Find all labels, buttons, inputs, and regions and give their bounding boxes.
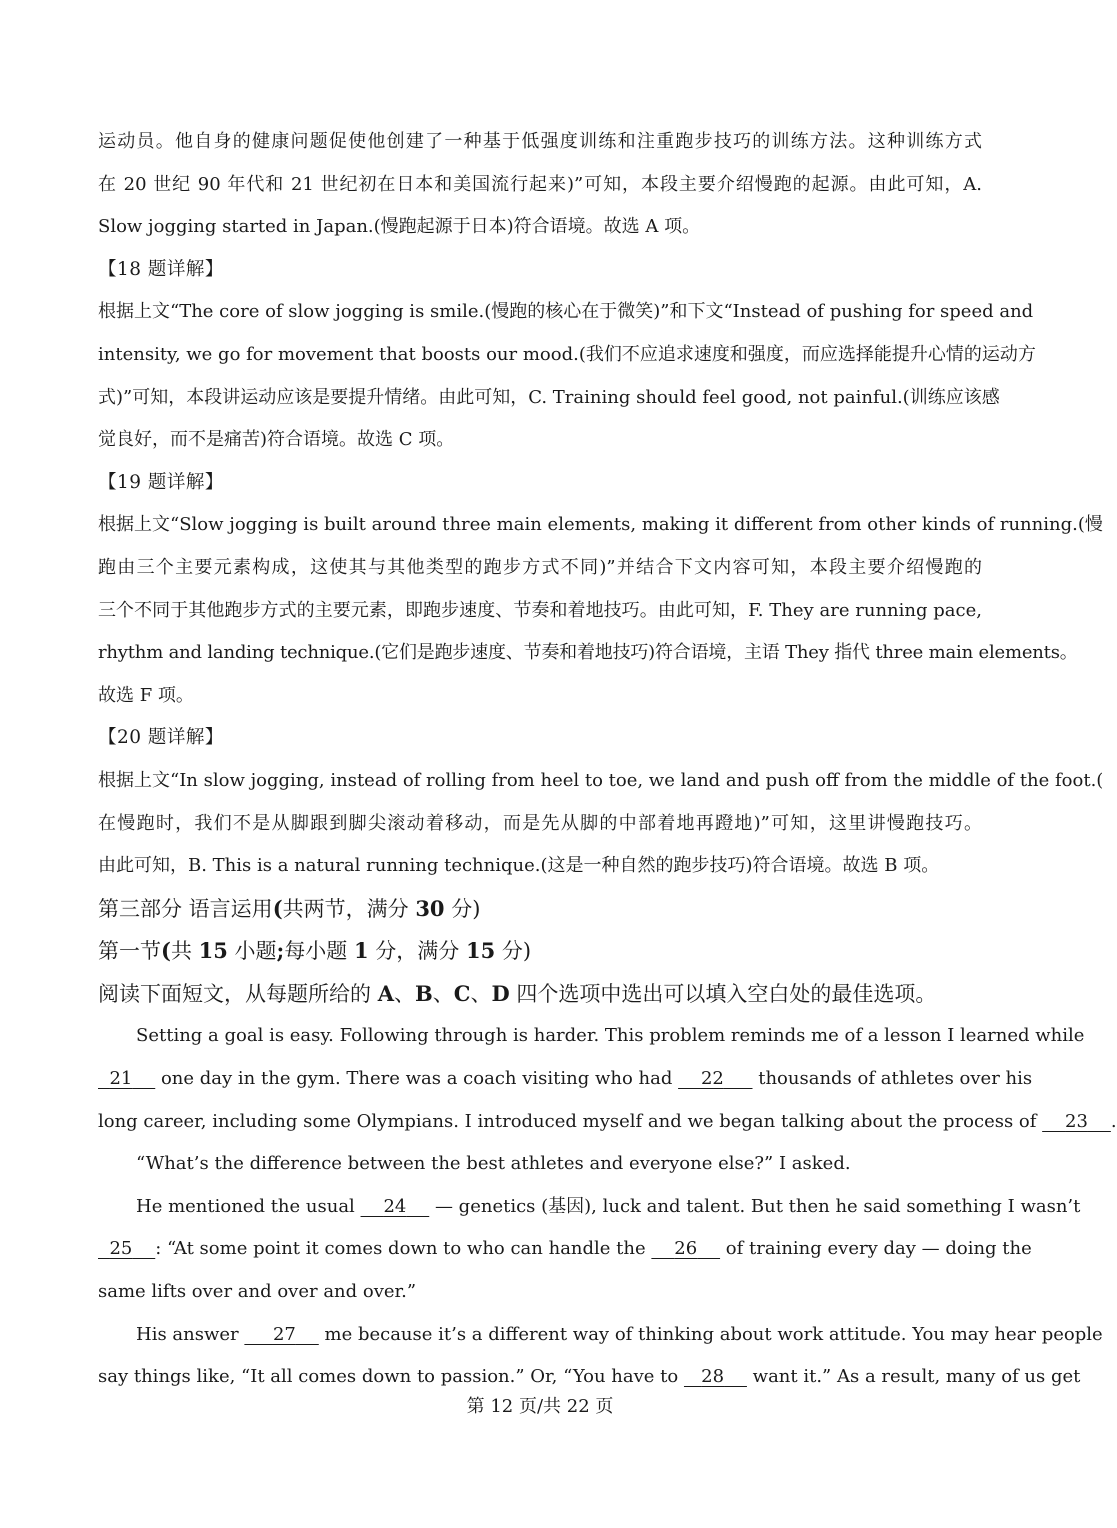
q19-line: 三个不同于其他跑步方式的主要元素，即跑步速度、节奏和着地技巧。由此可知，F. They are running pace, (98, 599, 982, 621)
explanation-line: 在 20 世纪 90 年代和 21 世纪初在日本和美国流行起来)”可知，本段主要介绍慢跑的起源。由此可知，A. (98, 173, 982, 195)
blank-26[interactable]: 26 (674, 1238, 698, 1260)
q18-line: 觉良好，而不是痛苦)符合语境。故选 C 项。 (98, 429, 455, 451)
explanation-line: 运动员。他自身的健康问题促使他创建了一种基于低强度训练和注重跑步技巧的训练方法。这种训练方式 (98, 131, 982, 152)
passage-line: His answer 27 me because it’s a different way of thinking about work attitude. You may hear people (98, 1314, 982, 1357)
q18-heading: 【18 题详解】 (98, 258, 224, 280)
q18-line: 式)”可知，本段讲运动应该是要提升情绪。由此可知，C. Training should feel good, not painful.(训练应该感 (98, 386, 1000, 408)
blank-24[interactable]: 24 (383, 1195, 407, 1217)
q18-line: intensity, we go for movement that boosts our mood.(我们不应追求速度和强度，而应选择能提升心情的运动方 (98, 343, 1036, 365)
part-heading: 第三部分 语言运用(共两节，满分 30 分) (98, 895, 481, 921)
blank-27[interactable]: 27 (272, 1323, 296, 1345)
q19-line: 故选 F 项。 (98, 684, 194, 706)
blank-22[interactable]: 22 (700, 1068, 724, 1090)
passage-line: same lifts over and over and over.” (98, 1281, 417, 1303)
passage-line: Setting a goal is easy. Following through is harder. This problem reminds me of a lesson I learned while (136, 1025, 1085, 1047)
passage-line: say things like, “It all comes down to passion.” Or, “You have to 28 want it.” As a result, many of us get (98, 1356, 982, 1399)
passage-line: He mentioned the usual 24 — genetics (基因), luck and talent. But then he said something I wasn’t (98, 1186, 982, 1229)
q19-line: 跑由三个主要元素构成，这使其与其他类型的跑步方式不同)”并结合下文内容可知，本段主要介绍慢跑的 (98, 556, 982, 578)
q20-line: 在慢跑时，我们不是从脚跟到脚尖滚动着移动，而是先从脚的中部着地再蹬地)”可知，这里讲慢跑技巧。 (98, 812, 982, 834)
section-heading: 第一节(共 15 小题;每小题 1 分，满分 15 分) (98, 938, 532, 964)
passage-line: 25 : “At some point it comes down to who can handle the 26 of training every day — doing the (98, 1228, 982, 1271)
blank-25[interactable]: 25 (109, 1238, 133, 1260)
document-page (98, 121, 1117, 1399)
q20-line: 由此可知，B. This is a natural running technique.(这是一种自然的跑步技巧)符合语境。故选 B 项。 (98, 855, 940, 877)
page-footer: 第 12 页/共 22 页 (466, 1396, 614, 1417)
passage-line: long career, including some Olympians. I introduced myself and we began talking about the process of 23 . (98, 1101, 982, 1144)
q19-heading: 【19 题详解】 (98, 471, 224, 493)
passage-line: 21 one day in the gym. There was a coach visiting who had 22 thousands of athletes over his (98, 1058, 982, 1101)
blank-28[interactable]: 28 (701, 1366, 725, 1388)
q19-line: rhythm and landing technique.(它们是跑步速度、节奏和着地技巧)符合语境，主语 They 指代 three main elements。 (98, 642, 1078, 664)
q19-line: 根据上文“Slow jogging is built around three main elements, making it different from other kinds of running.(慢 (98, 514, 1103, 536)
q20-line: 根据上文“In slow jogging, instead of rolling from heel to toe, we land and push off from the middle of the foot.( (98, 769, 1104, 791)
passage-line: “What’s the difference between the best athletes and everyone else?” I asked. (136, 1153, 851, 1175)
explanation-line: Slow jogging started in Japan.(慢跑起源于日本)符合语境。故选 A 项。 (98, 216, 701, 238)
q18-line: 根据上文“The core of slow jogging is smile.(慢跑的核心在于微笑)”和下文“Instead of pushing for speed and (98, 301, 1034, 323)
blank-23[interactable]: 23 (1065, 1110, 1088, 1132)
q20-heading: 【20 题详解】 (98, 727, 224, 749)
blank-21[interactable]: 21 (109, 1068, 133, 1090)
instructions: 阅读下面短文，从每题所给的 A、B、C、D 四个选项中选出可以填入空白处的最佳选项。 (98, 980, 937, 1006)
